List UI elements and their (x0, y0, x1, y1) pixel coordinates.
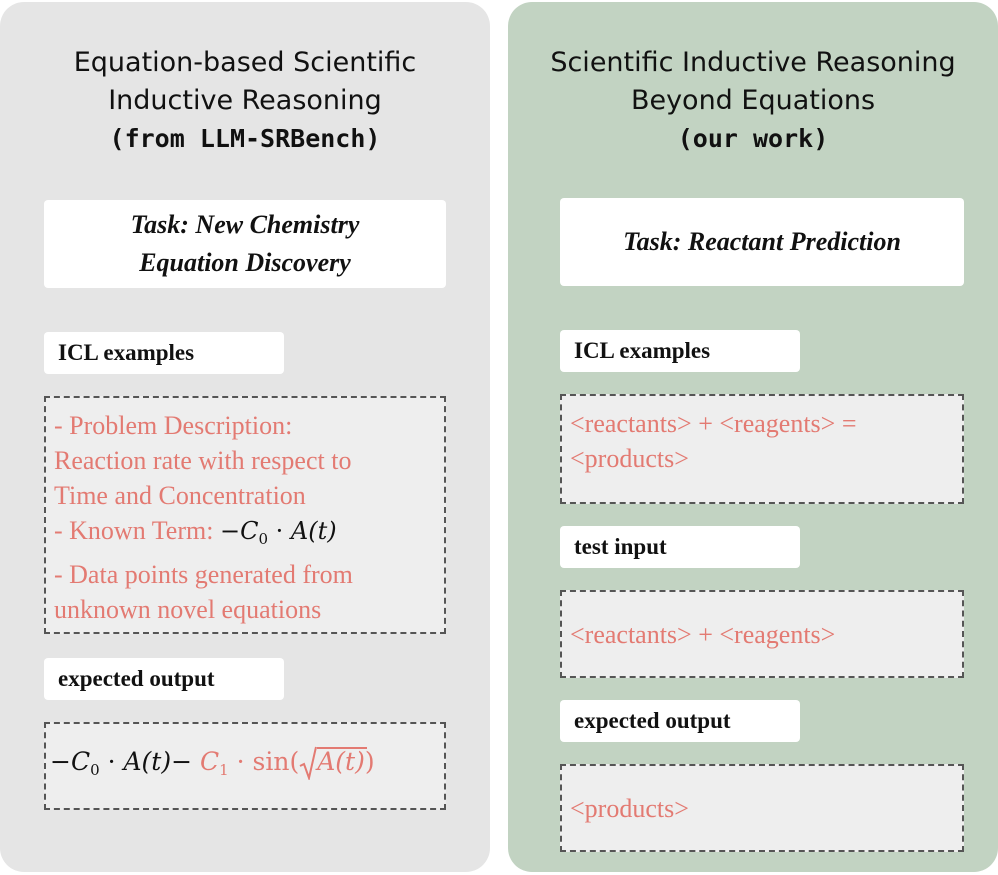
left-icl-line: - Known Term: (54, 516, 214, 545)
right-title-line2: Beyond Equations (630, 85, 876, 116)
left-task-box (44, 200, 446, 288)
right-test-line: <reactants> + <reagents> (570, 619, 836, 649)
left-title-line2: Inductive Reasoning (108, 85, 382, 116)
math-dot: · (267, 517, 291, 545)
left-title-source: (from LLM-SRBench) (109, 124, 381, 153)
math-a: A (290, 517, 309, 545)
math-t: (t) (141, 747, 172, 776)
math-paren: ) (364, 747, 375, 776)
math-minus: − (219, 517, 241, 545)
math-c: C (200, 747, 220, 776)
left-icl-line: Time and Concentration (54, 481, 306, 510)
right-icl-line: <products> (570, 444, 689, 473)
math-a: A (123, 747, 142, 776)
right-icl-line: <reactants> + <reagents> = (570, 409, 857, 438)
math-sub: 0 (90, 761, 100, 779)
left-task-line2: Equation Discovery (139, 248, 351, 277)
right-expected-content (560, 764, 964, 852)
left-panel (0, 2, 490, 872)
math-dot: · (99, 747, 124, 776)
left-expected-content (44, 722, 446, 810)
right-task-box: Task: Reactant Prediction (560, 198, 964, 286)
right-icl-content (560, 394, 964, 504)
left-icl-line: - Problem Description: (54, 411, 293, 440)
left-icl-line: unknown novel equations (54, 595, 322, 624)
right-heading (508, 44, 998, 158)
math-sub: 1 (219, 761, 229, 779)
right-panel (508, 2, 998, 872)
math-c: C (70, 747, 91, 776)
left-icl-label: ICL examples (44, 332, 284, 374)
right-test-content (560, 590, 964, 678)
right-expected-line: <products> (570, 793, 689, 823)
left-expected-label: expected output (44, 658, 284, 700)
sqrt-symbol (299, 744, 365, 779)
right-icl-label: ICL examples (560, 330, 800, 372)
expected-equation (50, 744, 375, 788)
math-t: (t) (335, 747, 365, 776)
right-test-label: test input (560, 526, 800, 568)
math-a: A (317, 747, 336, 776)
math-sub: 0 (258, 530, 268, 548)
math-minus: − (171, 747, 193, 776)
left-task-line1: Task: New Chemistry (130, 210, 360, 239)
known-term-equation (219, 517, 337, 548)
math-minus: − (50, 747, 71, 776)
left-title-line1: Equation-based Scientific (73, 47, 417, 78)
left-icl-known-term-row (54, 513, 436, 557)
left-icl-line: - Data points generated from (54, 560, 353, 589)
right-title-line1: Scientific Inductive Reasoning (550, 47, 956, 78)
left-icl-content (44, 396, 446, 634)
math-c: C (240, 517, 259, 545)
math-t: (t) (308, 517, 337, 545)
math-dot: · (228, 747, 253, 776)
right-expected-label: expected output (560, 700, 800, 742)
math-sin: sin( (252, 747, 300, 776)
right-title-source: (our work) (677, 124, 829, 153)
left-icl-line: Reaction rate with respect to (54, 446, 352, 475)
left-heading (0, 44, 490, 158)
